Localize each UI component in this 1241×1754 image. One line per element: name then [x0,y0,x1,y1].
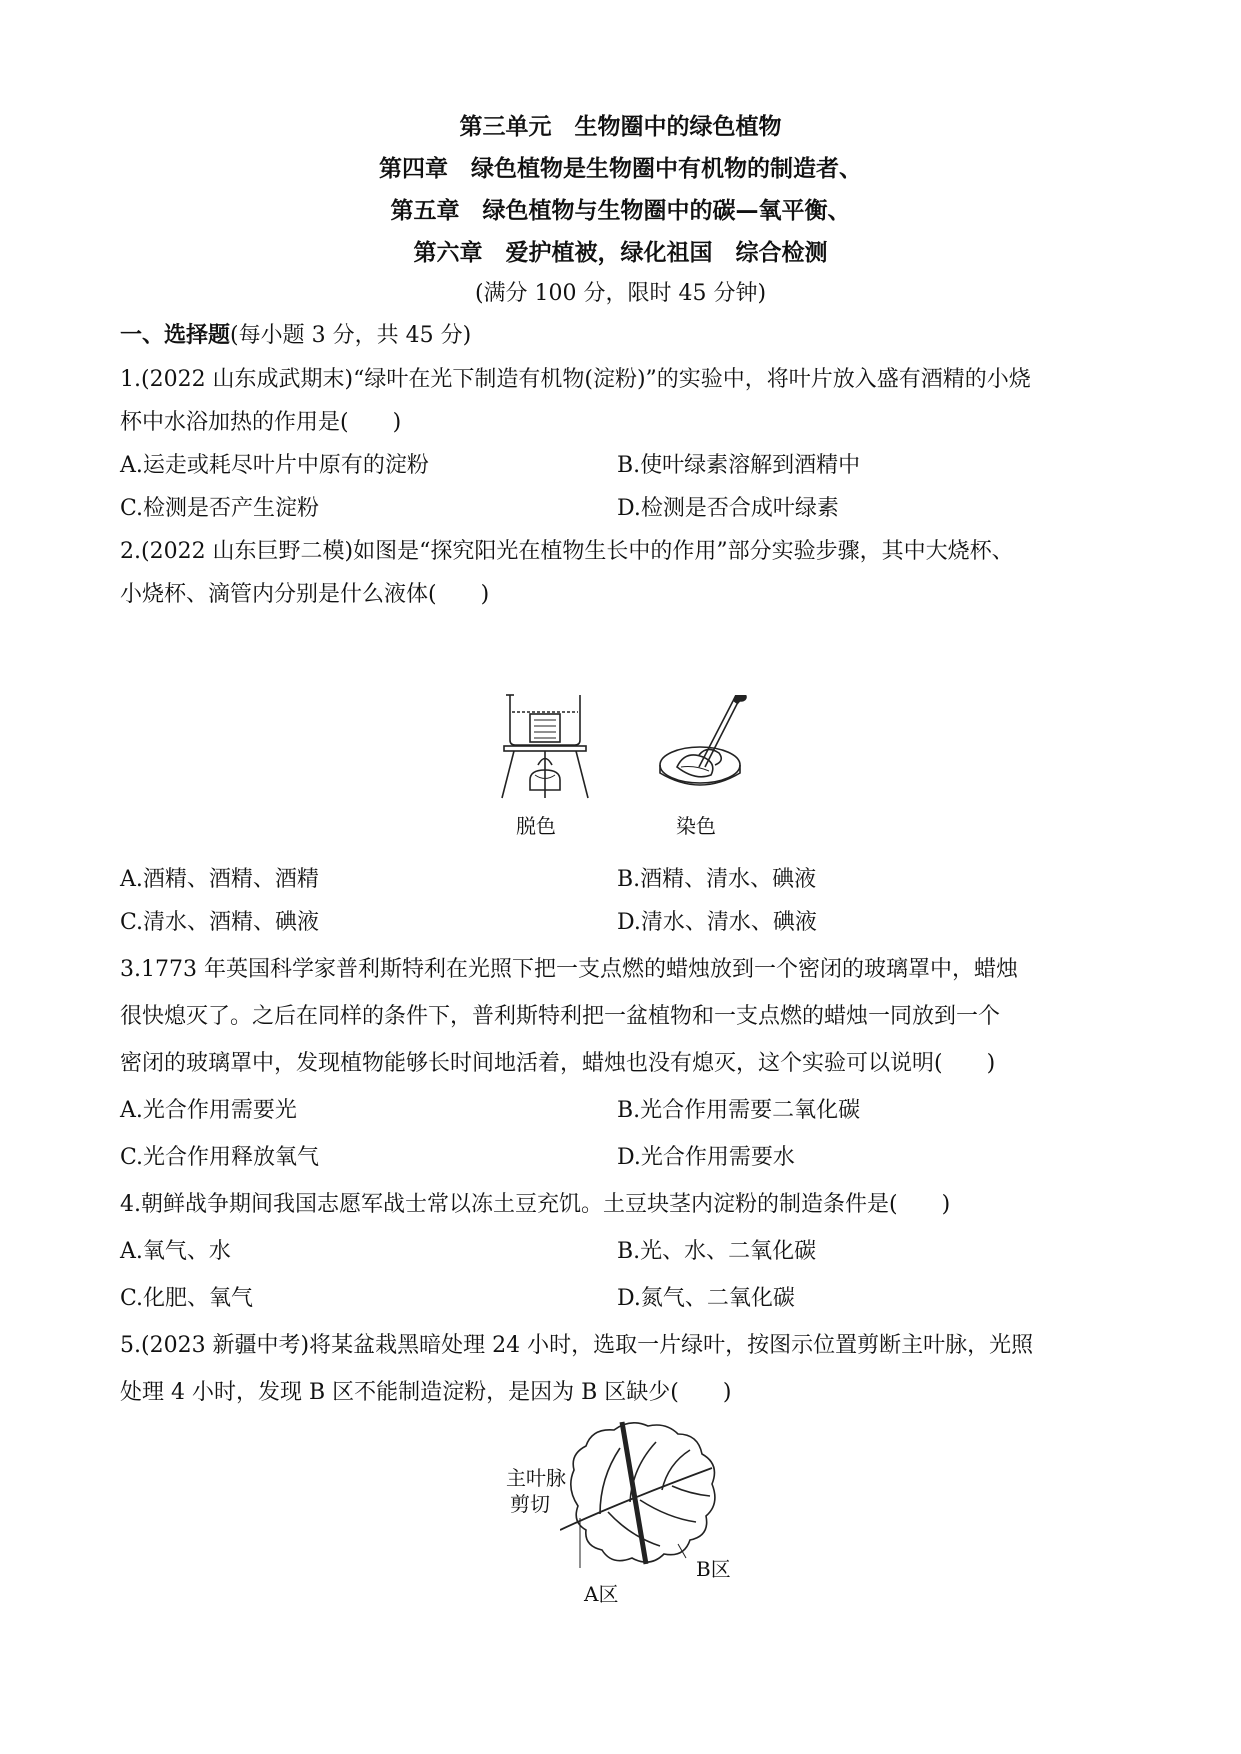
score-note: (满分 100 分，限时 45 分钟) [474,281,767,306]
decolor-apparatus-figure [500,690,590,800]
section-title: 一、选择题 [120,323,231,348]
q3-option-c: C.光合作用释放氧气 [120,1145,320,1170]
unit-title: 第三单元 生物圈中的绿色植物 [459,114,782,140]
chapter-5-title: 第五章 绿色植物与生物圈中的碳—氧平衡、 [390,198,851,224]
q3-line-3: 密闭的玻璃罩中，发现植物能够长时间地活着，蜡烛也没有熄灭，这个实验可以说明( ) [120,1051,996,1076]
q5-line-1: 5.(2023 新疆中考)将某盆栽黑暗处理 24 小时，选取一片绿叶，按图示位置剪断主叶脉，光照 [120,1333,1034,1358]
q4-option-c: C.化肥、氧气 [120,1286,254,1311]
chapter-4-title: 第四章 绿色植物是生物圈中有机物的制造者、 [379,156,862,182]
q2-option-c: C.清水、酒精、碘液 [120,910,320,935]
chapter-6-title: 第六章 爱护植被，绿化祖国 综合检测 [413,240,828,266]
q1-option-c: C.检测是否产生淀粉 [120,496,320,521]
q4-option-b: B.光、水、二氧化碳 [617,1239,817,1264]
zone-b-label: B区 [696,1557,731,1581]
q3-option-a: A.光合作用需要光 [120,1098,297,1123]
q2-line-1: 2.(2022 山东巨野二模)如图是“探究阳光在植物生长中的作用”部分实验步骤，其中大烧杯、 [120,539,1014,564]
main-vein-label: 主叶脉 [506,1466,566,1490]
q1-option-b: B.使叶绿素溶解到酒精中 [617,453,861,478]
stain-caption: 染色 [676,814,716,838]
section-heading [120,318,471,349]
decolor-caption: 脱色 [516,814,556,838]
q3-option-d: D.光合作用需要水 [617,1145,795,1170]
q1-option-d: D.检测是否合成叶绿素 [617,496,839,521]
q3-option-b: B.光合作用需要二氧化碳 [617,1098,861,1123]
zone-a-label: A区 [584,1582,619,1606]
q4-option-a: A.氧气、水 [120,1239,231,1264]
q1-line-1: 1.(2022 山东成武期末)“绿叶在光下制造有机物(淀粉)”的实验中，将叶片放入盛有酒精的小烧 [120,367,1031,392]
q1-line-2: 杯中水浴加热的作用是( ) [120,410,402,435]
q3-line-2: 很快熄灭了。之后在同样的条件下，普利斯特利把一盆植物和一支点燃的蜡烛一同放到一个 [120,1004,1001,1029]
section-note: (每小题 3 分，共 45 分) [230,323,472,348]
q4-line-1: 4.朝鲜战争期间我国志愿军战士常以冻土豆充饥。土豆块茎内淀粉的制造条件是( ) [120,1192,951,1217]
q2-option-a: A.酒精、酒精、酒精 [120,867,319,892]
q5-line-2: 处理 4 小时，发现 B 区不能制造淀粉，是因为 B 区缺少( ) [120,1380,732,1405]
cut-label: 剪切 [510,1492,550,1516]
q3-line-1: 3.1773 年英国科学家普利斯特利在光照下把一支点燃的蜡烛放到一个密闭的玻璃罩中，蜡烛 [120,957,1018,982]
q4-option-d: D.氮气、二氧化碳 [617,1286,795,1311]
q1-option-a: A.运走或耗尽叶片中原有的淀粉 [120,453,429,478]
stain-petri-dish-figure [655,695,755,795]
q2-option-d: D.清水、清水、碘液 [617,910,817,935]
q2-line-2: 小烧杯、滴管内分别是什么液体( ) [120,582,490,607]
q2-option-b: B.酒精、清水、碘液 [617,867,817,892]
